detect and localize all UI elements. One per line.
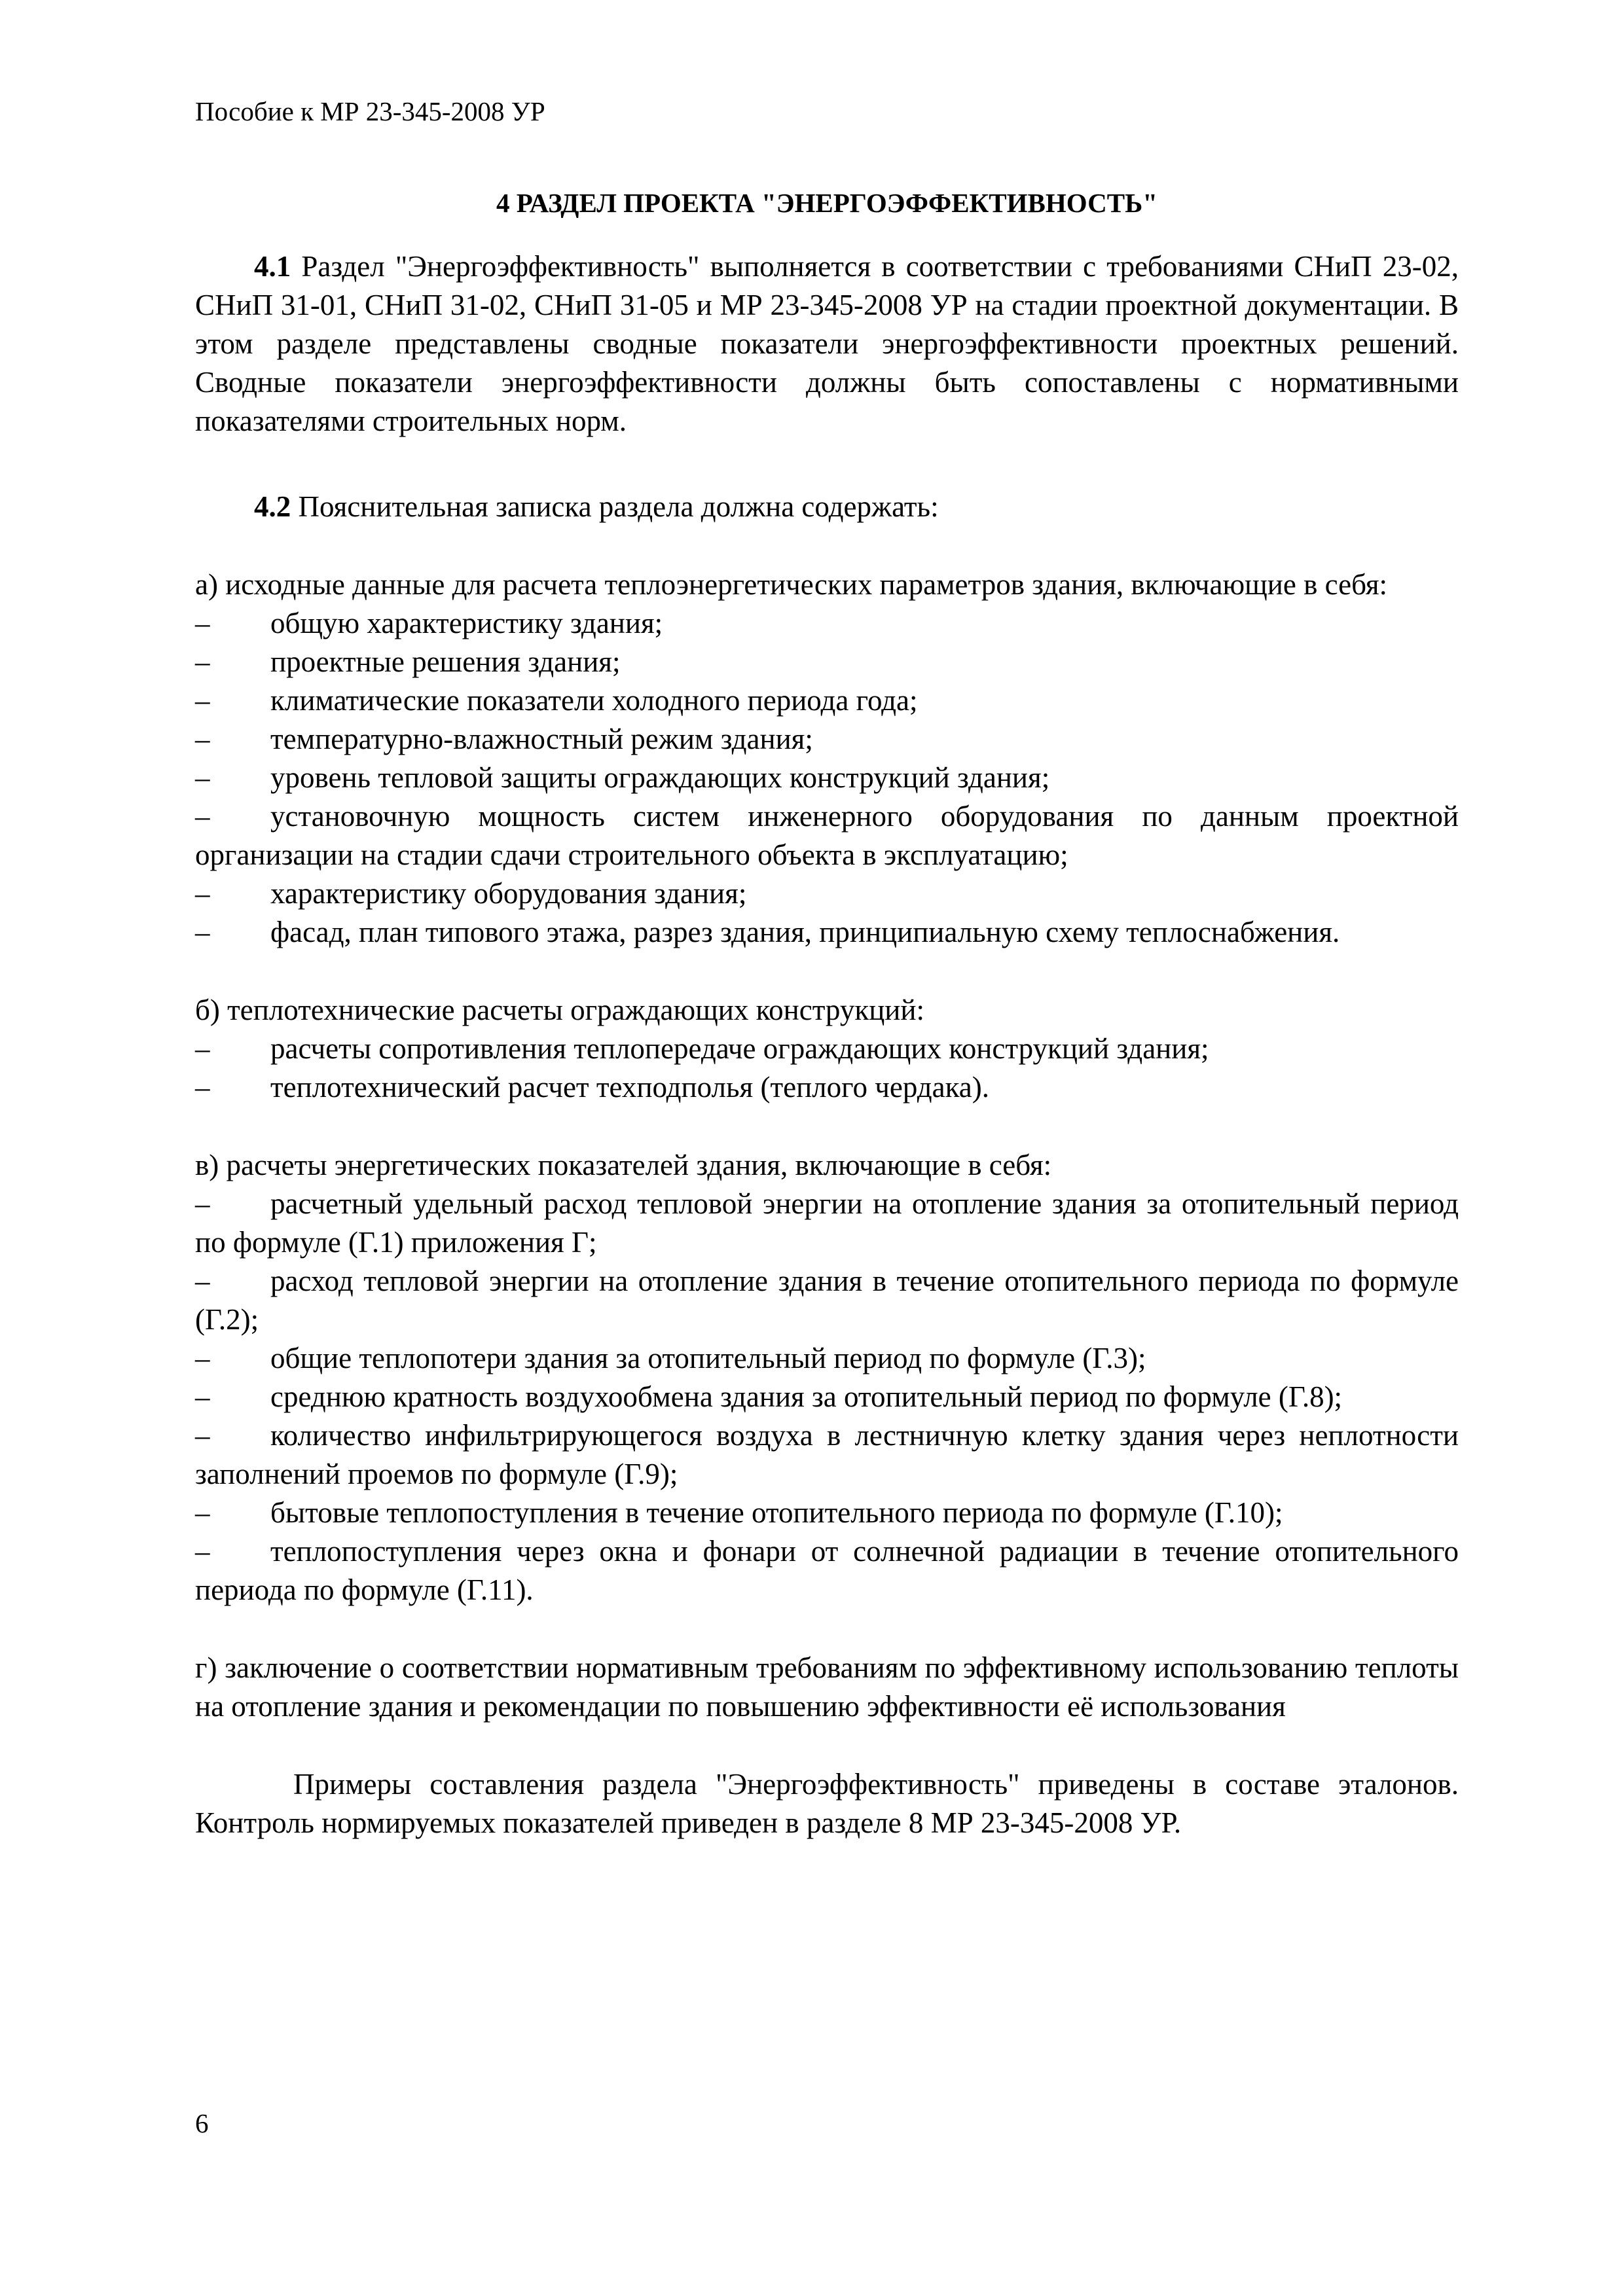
list-item-text: расход тепловой энергии на отопление здания в течение отопительного периода по формуле (Г.2); — [195, 1265, 1459, 1336]
paragraph-4-2 — [195, 488, 1459, 526]
section-title: 4 РАЗДЕЛ ПРОЕКТА "ЭНЕРГОЭФФЕКТИВНОСТЬ" — [496, 188, 1158, 218]
list-item — [195, 797, 1459, 874]
section-a-intro: а) исходные данные для расчета теплоэнергетических параметров здания, включающие в себя: — [195, 568, 1388, 601]
running-header: Пособие к МР 23-345-2008 УР — [195, 96, 545, 126]
list-item — [195, 913, 1459, 952]
list-item-text: общую характеристику здания; — [270, 607, 663, 639]
list-item-text: проектные решения здания; — [270, 645, 621, 678]
list-item-text: расчетный удельный расход тепловой энергии на отопление здания за отопительный период по формуле (Г.1) приложения Г; — [195, 1187, 1459, 1259]
section-c-list — [195, 1185, 1459, 1609]
list-item — [195, 720, 1459, 759]
list-item — [195, 681, 1459, 720]
section-b-list — [195, 1030, 1459, 1107]
page-number: 6 — [195, 2108, 209, 2138]
dash-bullet: – — [195, 761, 210, 794]
section-a-list — [195, 604, 1459, 952]
document-page — [195, 92, 1459, 1842]
dash-bullet: – — [195, 1187, 210, 1220]
list-item — [195, 1532, 1459, 1609]
dash-bullet: – — [195, 723, 210, 755]
list-item-text: установочную мощность систем инженерного оборудования по данным проектной организации на стадии сдачи строительного объекта в эксплуатацию; — [195, 800, 1459, 871]
list-item-text: общие теплопотери здания за отопительный период по формуле (Г.3); — [270, 1342, 1146, 1374]
list-item-text: количество инфильтрирующегося воздуха в лестничную клетку здания через неплотности заполнений проемов по формуле (Г.9); — [195, 1419, 1459, 1490]
list-item-text: бытовые теплопоступления в течение отопительного периода по формуле (Г.10); — [270, 1496, 1283, 1529]
closing-paragraph: Примеры составления раздела "Энергоэффективность" приведены в составе эталонов. Контроль нормируемых показателей приведен в разделе 8 МР 23-345-2008 УР. — [195, 1768, 1459, 1839]
list-item — [195, 1262, 1459, 1339]
list-item-text: характеристику оборудования здания; — [270, 877, 747, 910]
list-item-text: фасад, план типового этажа, разрез здания, принципиальную схему теплоснабжения. — [270, 916, 1340, 948]
list-item-text: расчеты сопротивления теплопередаче ограждающих конструкций здания; — [270, 1032, 1209, 1065]
dash-bullet: – — [195, 1032, 210, 1065]
paragraph-text: Пояснительная записка раздела должна содержать: — [291, 490, 939, 523]
dash-bullet: – — [195, 1265, 210, 1297]
dash-bullet: – — [195, 684, 210, 717]
list-item-text: уровень тепловой защиты ограждающих конструкций здания; — [270, 761, 1050, 794]
list-item — [195, 759, 1459, 797]
dash-bullet: – — [195, 877, 210, 910]
dash-bullet: – — [195, 916, 210, 948]
paragraph-number: 4.2 — [254, 490, 291, 523]
dash-bullet: – — [195, 1535, 210, 1568]
list-item-text: среднюю кратность воздухообмена здания за отопительный период по формуле (Г.8); — [270, 1380, 1343, 1413]
dash-bullet: – — [195, 607, 210, 639]
dash-bullet: – — [195, 1496, 210, 1529]
list-item — [195, 1378, 1459, 1416]
section-c-intro: в) расчеты энергетических показателей здания, включающие в себя: — [195, 1149, 1052, 1181]
list-item — [195, 1185, 1459, 1262]
list-item — [195, 643, 1459, 681]
list-item — [195, 1068, 1459, 1107]
dash-bullet: – — [195, 645, 210, 678]
dash-bullet: – — [195, 1380, 210, 1413]
section-d-text: г) заключение о соответствии нормативным требованиям по эффективному использованию теплоты на отопление здания и рекомендации по повышению эффективности её использования — [195, 1651, 1459, 1723]
list-item-text: температурно-влажностный режим здания; — [270, 723, 813, 755]
dash-bullet: – — [195, 800, 210, 833]
list-item — [195, 874, 1459, 913]
list-item — [195, 1030, 1459, 1068]
section-b-intro: б) теплотехнические расчеты ограждающих конструкций: — [195, 994, 924, 1026]
list-item — [195, 1339, 1459, 1378]
dash-bullet: – — [195, 1071, 210, 1103]
list-item-text: теплопоступления через окна и фонари от солнечной радиации в течение отопительного периода по формуле (Г.11). — [195, 1535, 1459, 1606]
list-item-text: теплотехнический расчет техподполья (теплого чердака). — [270, 1071, 989, 1103]
paragraph-number: 4.1 — [254, 250, 291, 283]
list-item — [195, 1416, 1459, 1494]
dash-bullet: – — [195, 1419, 210, 1452]
list-item — [195, 604, 1459, 643]
dash-bullet: – — [195, 1342, 210, 1374]
paragraph-text: Раздел "Энергоэффективность" выполняется в соответствии с требованиями СНиП 23-02, СНиП 31-01, СНиП 31-02, СНиП 31-05 и МР 23-345-2008 УР на стадии проектной документации. В этом разделе представлены сводные показатели энергоэффективности проектных решений. Сводные показатели энергоэффективности должны быть сопоставлены с нормативными показателями строительных норм. — [195, 250, 1459, 437]
paragraph-4-1 — [195, 247, 1459, 440]
list-item-text: климатические показатели холодного периода года; — [270, 684, 918, 717]
list-item — [195, 1494, 1459, 1532]
